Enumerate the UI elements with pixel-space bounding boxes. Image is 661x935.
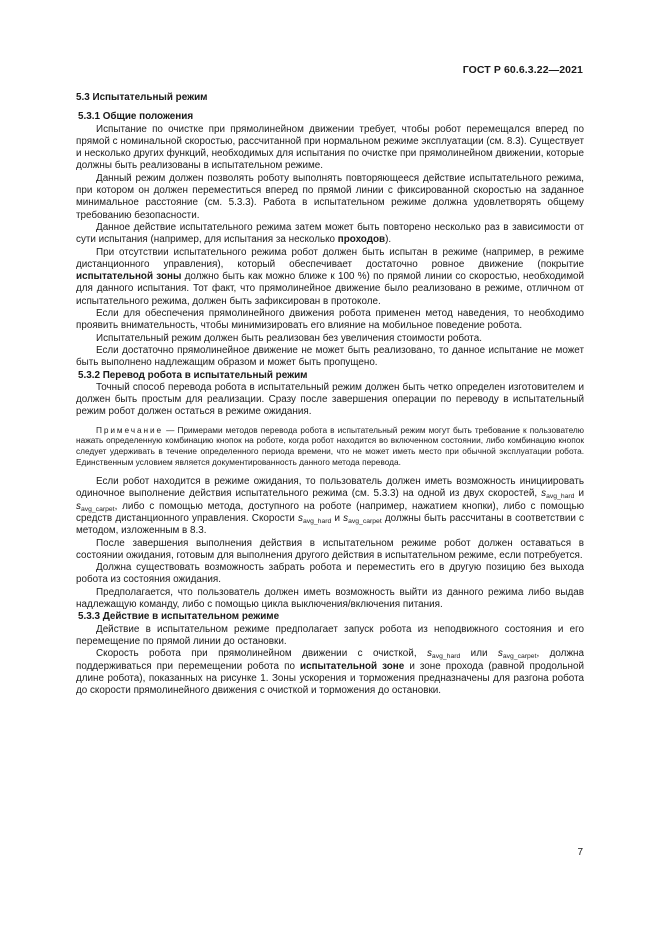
subsection-title-transfer: 5.3.2 Перевод робота в испытательный режим <box>78 369 308 381</box>
symbol-s: s <box>497 648 503 660</box>
note <box>76 425 584 467</box>
text-run: ). <box>385 234 392 246</box>
standard-designation: ГОСТ Р 60.6.3.22—2021 <box>462 64 583 76</box>
note-label: Примечание <box>96 424 164 435</box>
text-run: Если робот находится в режиме ожидания, то пользователь должен иметь возможность инициировать одиночное выполнение действия испытательного режима (см. 5.3.3) на одной из двух скоростей, <box>76 476 584 500</box>
text-run: должно быть как можно ближе к 100 %) по прямой линии со скоростью, необходимой для данного испытания. Тот факт, что прямолинейное движение было реализовано в режиме, отличном от испытательного режима, должен быть зафиксирован в протоколе. <box>76 271 584 307</box>
paragraph: Если достаточно прямолинейное движение не может быть реализовано, то данное испытание не может быть выполнено надлежащим образом и может быть пропущено. <box>76 344 584 369</box>
paragraph: Предполагается, что пользователь должен иметь возможность выйти из данного режима либо выдав надлежащую команду, либо с помощью цикла выключения/включения питания. <box>76 586 584 611</box>
symbol-s: s <box>343 512 349 524</box>
paragraph: Испытание по очистке при прямолинейном движении требует, чтобы робот перемещался вперед по прямой с номинальной скоростью, рассчитанной при нормальном режиме эксплуатации (см. 8.3). Существует и несколько других функций, необходимых для испытания по очистке при прямолинейном движении, которые должны быть реализованы в испытательном режиме. <box>76 123 584 172</box>
paragraph: Испытательный режим должен быть реализован без увеличения стоимости робота. <box>96 332 482 344</box>
symbol-subscript: avg_carpet <box>80 505 115 513</box>
paragraph <box>76 648 584 697</box>
subsection-title-general: 5.3.1 Общие положения <box>78 111 194 123</box>
text-run: или <box>460 648 498 660</box>
paragraph <box>76 476 584 537</box>
paragraph: После завершения выполнения действия в испытательном режиме робот должен оставаться в состоянии ожидания, готовым для выполнения другого действия в испытательном режиме, если потребуется. <box>76 537 584 561</box>
text-run: должны быть рассчитаны в соответствии с методом, изложенным в 8.3. <box>76 512 584 537</box>
page-number: 7 <box>577 847 583 858</box>
paragraph <box>76 247 584 308</box>
term-bold: испытательной зоне <box>300 660 405 672</box>
symbol-subscript: avg_carpet <box>348 517 382 525</box>
text-run: Скорость робота при прямолинейном движении с очисткой, <box>96 648 427 660</box>
symbol-s: s <box>541 488 547 500</box>
paragraph: Если для обеспечения прямолинейного движения робота применен метод наведения, то необходимо проявить внимательность, чтобы минимизировать его влияние на мобильное поведение робота. <box>76 308 584 332</box>
text-run: , либо с помощью метода, доступного на роботе (например, нажатием кнопки), либо с помощью средств дистанционного управления. Скорости <box>76 500 584 524</box>
paragraph <box>76 222 584 247</box>
document-body <box>76 92 584 697</box>
symbol-subscript: avg_hard <box>302 517 332 525</box>
symbol-s: s <box>76 500 81 512</box>
symbol-s: s <box>298 512 303 524</box>
text-run: и <box>574 488 584 500</box>
symbol-subscript: avg_carpet <box>502 653 537 661</box>
text-run: и зоне прохода (равной продольной длине робота), показанных на рисунке 1. Зоны ускорения и торможения предназначены для разгона робота до скорости прямолинейного движения с очисткой и торможения до остановки. <box>76 660 584 697</box>
paragraph: Точный способ перевода робота в испытательный режим должен быть четко определен изготовителем и должен быть простым для реализации. Сразу после завершения операции по переводу в испытательный режим робот должен остаться в режиме ожидания. <box>76 381 584 418</box>
text-run: , должна поддерживаться при перемещении робота по <box>76 648 584 672</box>
paragraph: Должна существовать возможность забрать робота и переместить его в другую позицию без выхода робота из состояния ожидания. <box>76 562 584 586</box>
paragraph: Данный режим должен позволять роботу выполнять повторяющееся действие испытательного режима, при котором он должен переместиться вперед по прямой линии с фиксированной скоростью на заданное минимальное расстояние (см. 5.3.3). Работа в испытательном режиме должна удовлетворять общему требованию безопасности. <box>76 172 584 221</box>
note-text: — Примерами методов перевода робота в испытательный режим могут быть требование к пользователю нажать определенную комбинацию кнопок на роботе, когда робот находится во включенном состоянии, либо комбинацию кнопок следует удерживать в течение определенного периода времени, что не может иметь место при обычной эксплуатации робота. Единственным условием является документированность данного метода перевода. <box>76 424 584 467</box>
symbol-s: s <box>426 648 432 660</box>
symbol-subscript: avg_hard <box>431 653 461 661</box>
section-title: 5.3 Испытательный режим <box>76 92 208 103</box>
text-run: и <box>331 512 344 524</box>
term-bold: испытательной зоны <box>76 271 182 283</box>
term-bold: проходов <box>337 234 386 246</box>
text-run: При отсутствии испытательного режима робот должен быть испытан в режиме (например, в режиме дистанционного управления), который обеспечивает достаточно ровное движение (покрытие <box>76 246 584 270</box>
paragraph: Действие в испытательном режиме предполагает запуск робота из неподвижного состояния и его перемещение по прямой линии до остановки. <box>76 623 584 647</box>
symbol-subscript: avg_hard <box>546 493 575 501</box>
subsection-title-action: 5.3.3 Действие в испытательном режиме <box>78 611 280 623</box>
text-run: Данное действие испытательного режима затем может быть повторено несколько раз в зависимости от сути испытания (например, для испытания за несколько <box>76 221 584 246</box>
